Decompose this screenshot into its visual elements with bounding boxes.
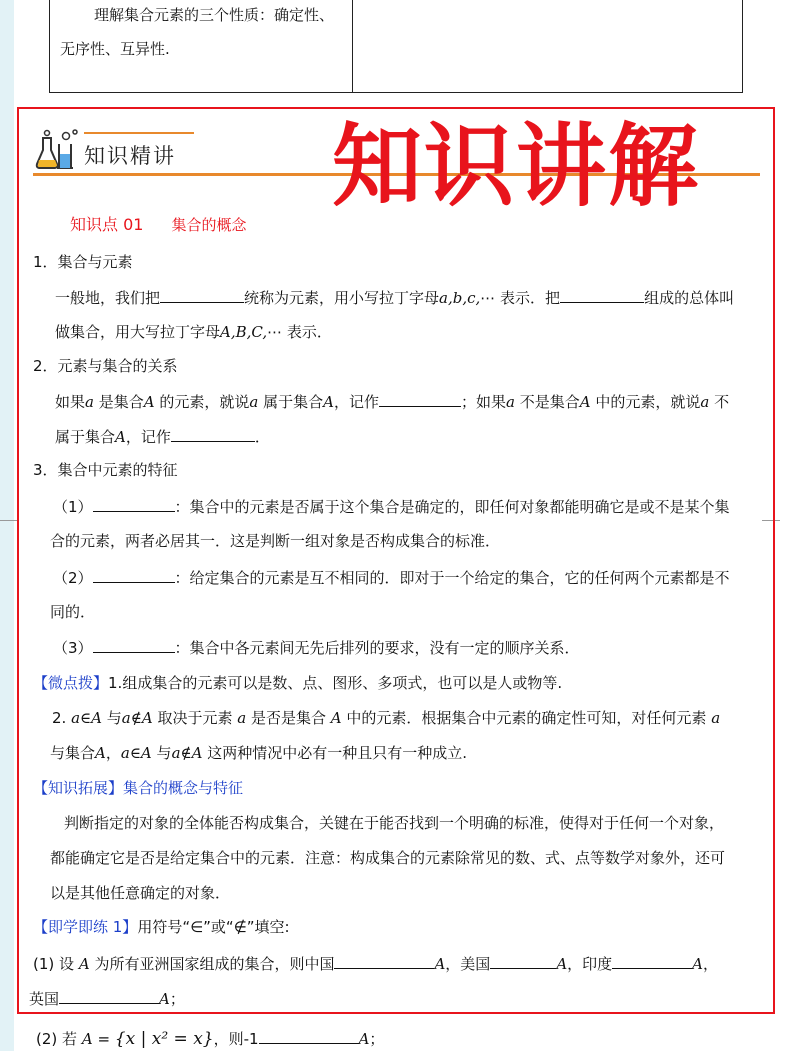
tip-2b: 与集合A，a∈A 与a∉A 这两种情况中必有一种且只有一种成立. <box>50 744 468 762</box>
extension-line-2: 都能确定它是否是给定集合中的元素．注意：构成集合的元素除常见的数、式、点等数学对象外，还可 <box>50 849 726 867</box>
feature-2a: （2） ：给定集合的元素是互不相同的．即对于一个给定的集合，它的任何两个元素都是不 <box>53 569 730 587</box>
knowledge-point-label: 知识点 01 <box>70 215 144 234</box>
knowledge-point-heading <box>70 212 246 235</box>
question-1a: (1) 设 A 为所有亚洲国家组成的集合，则中国 A，美国 A，印度 A， <box>33 955 719 973</box>
fill-blank[interactable] <box>490 953 556 969</box>
fill-blank[interactable] <box>259 1028 359 1044</box>
big-title: 知识讲解 <box>332 114 700 219</box>
fill-blank[interactable] <box>93 496 175 512</box>
fill-blank[interactable] <box>93 567 175 583</box>
exercise-label: 【即学即练 1】 <box>33 918 138 936</box>
red-highlight-frame <box>17 107 775 1014</box>
fill-blank[interactable] <box>171 426 255 442</box>
heading-3: 3．集合中元素的特征 <box>33 461 178 479</box>
heading-2: 2．元素与集合的关系 <box>33 357 178 375</box>
extension-label: 【知识拓展】 <box>33 779 124 797</box>
section-title: 知识精讲 <box>84 144 176 168</box>
extension-heading <box>33 778 243 798</box>
fill-blank[interactable] <box>612 953 692 969</box>
extension-line-3: 以是其他任意确定的对象． <box>50 884 231 902</box>
paragraph-2a: 如果a 是集合A 的元素，就说a 属于集合A，记作 ；如果a 不是集合A 中的元素，就说a 不 <box>55 393 730 411</box>
set-expression: {x | x² = x} <box>114 1029 214 1049</box>
fill-blank[interactable] <box>59 988 159 1004</box>
tip-2a: 2. a∈A 与a∉A 取决于元素 a 是否是集合 A 中的元素．根据集合中元素的确定性可知，对任何元素 a <box>52 709 721 727</box>
feature-3: （3） ：集合中各元素间无先后排列的要求，没有一定的顺序关系． <box>53 639 580 657</box>
extension-title: 集合的概念与特征 <box>123 779 244 797</box>
paragraph-1b: 做集合，用大写拉丁字母A,B,C,⋯ 表示． <box>55 323 332 341</box>
fill-blank[interactable] <box>334 953 434 969</box>
fill-blank[interactable] <box>379 391 461 407</box>
exercise-heading: 【即学即练 1】用符号“∈”或“∉”填空: <box>33 918 290 936</box>
left-margin-mark <box>0 520 18 527</box>
top-table-cell: 理解集合元素的三个性质：确定性、无序性、互异性. <box>60 6 335 58</box>
table-divider <box>352 0 353 92</box>
feature-1b: 合的元素，两者必居其一．这是判断一组对象是否构成集合的标准． <box>50 532 501 550</box>
tip-label: 【微点拨】 <box>33 674 109 692</box>
tip-1: 【微点拨】1.组成集合的元素可以是数、点、图形、多项式，也可以是人或物等. <box>33 674 563 692</box>
flask-icon <box>35 128 79 172</box>
paragraph-2b: 属于集合A，记作 ． <box>55 428 270 446</box>
knowledge-point-title: 集合的概念 <box>171 216 247 234</box>
question-1b: 英国 A； <box>29 990 185 1008</box>
feature-2b: 同的． <box>50 603 96 621</box>
question-2: (2) 若 A = {x | x² = x}，则-1 A； <box>36 1029 385 1049</box>
header-rule-top <box>84 132 194 134</box>
extension-line-1: 判断指定的对象的全体能否构成集合，关键在于能否找到一个明确的标准，使得对于任何一个对象， <box>64 814 725 832</box>
fill-blank[interactable] <box>160 287 244 303</box>
top-table <box>49 0 743 93</box>
fill-blank[interactable] <box>93 637 175 653</box>
feature-1a: （1） ：集合中的元素是否属于这个集合是确定的，即任何对象都能明确它是或不是某个集 <box>53 498 730 516</box>
paragraph-1a: 一般地，我们把 统称为元素，用小写拉丁字母a,b,c,⋯ 表示．把 组成的总体叫 <box>55 289 735 307</box>
heading-1: 1．集合与元素 <box>33 253 133 271</box>
fill-blank[interactable] <box>560 287 644 303</box>
